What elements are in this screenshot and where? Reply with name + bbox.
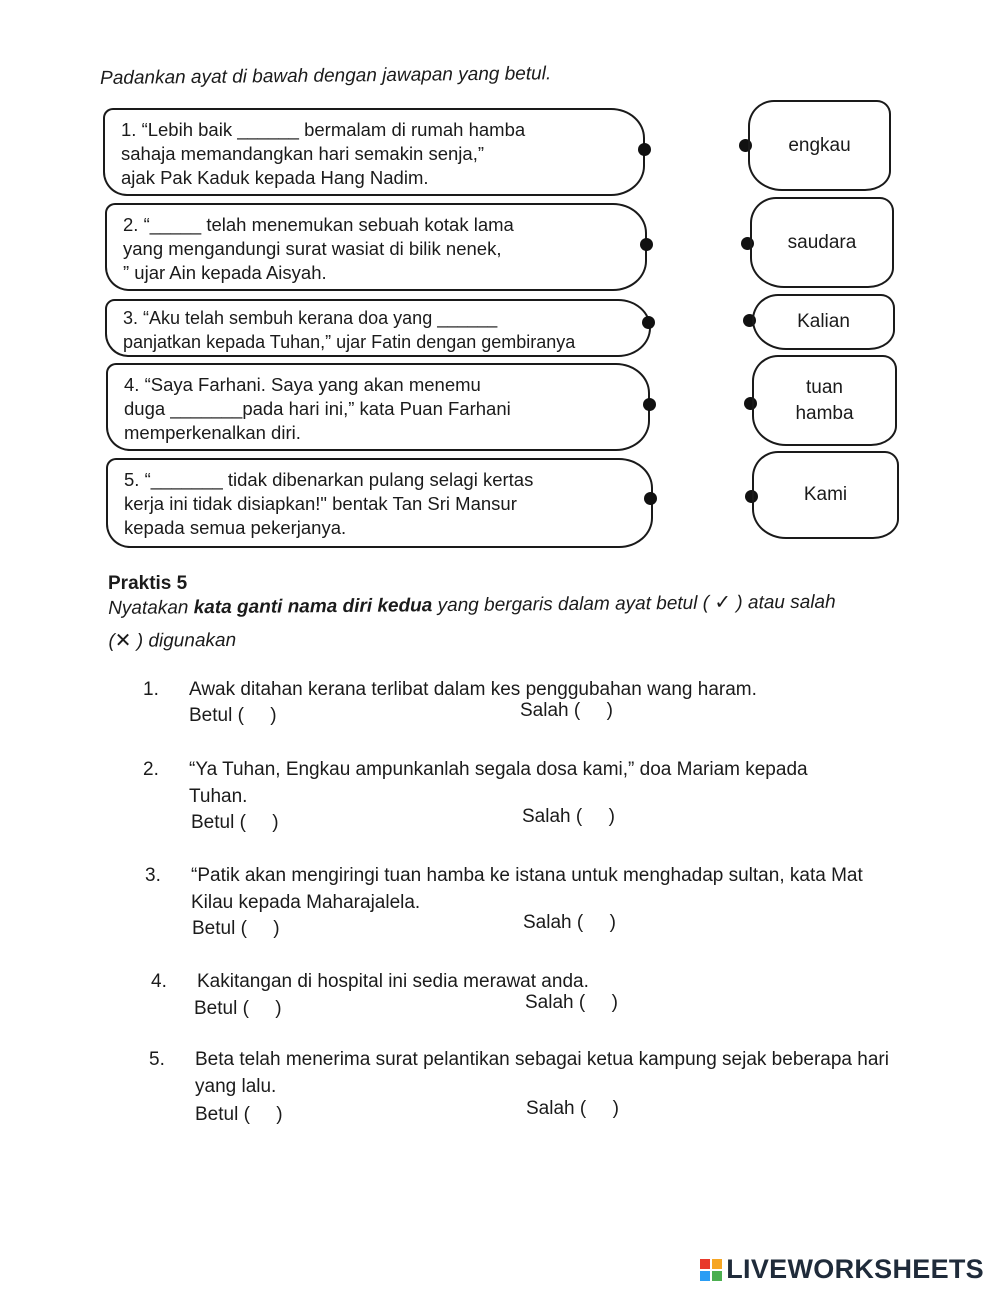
logo-icon <box>700 1259 722 1281</box>
question-1-line: sahaja memandangkan hari semakin senja,” <box>121 143 485 164</box>
item-number: 5. <box>149 1049 165 1070</box>
item-text: “Ya Tuhan, Engkau ampunkanlah segala dosa kami,” doa Mariam kepada Tuhan. <box>189 759 808 807</box>
cross-mark-icon: ✕ <box>114 629 132 652</box>
item-number: 4. <box>151 971 167 992</box>
instruction-open: ( <box>108 630 115 652</box>
question-3-line: 3. “Aku telah sembuh kerana doa yang ______ <box>123 308 498 328</box>
instruction-pre: Nyatakan <box>108 597 194 619</box>
instruction-mid2: ) atau salah <box>730 591 836 614</box>
question-2-connector-dot[interactable] <box>640 238 653 251</box>
question-4-line: 4. “Saya Farhani. Saya yang akan menemu <box>124 374 481 395</box>
question-1-line: ajak Pak Kaduk kepada Hang Nadim. <box>121 167 429 188</box>
question-3-line: panjatkan kepada Tuhan,” ujar Fatin dengan gembiranya <box>123 332 576 352</box>
answer-1-label: engkau <box>788 134 851 156</box>
instruction-mid: yang bergaris dalam ayat betul ( <box>432 592 715 617</box>
answer-3-label: Kalian <box>797 311 850 332</box>
question-2-line: ” ujar Ain kepada Aisyah. <box>123 262 327 283</box>
question-4-line: memperkenalkan diri. <box>124 422 301 443</box>
item-4-betul-option[interactable]: Betul ( ) <box>194 998 282 1019</box>
answer-4-label <box>795 375 853 427</box>
item-number: 1. <box>143 679 159 700</box>
check-mark-icon: ✓ <box>714 591 732 614</box>
question-4-connector-dot[interactable] <box>643 398 656 411</box>
question-5-line: kerja ini tidak disiapkan!" bentak Tan Sri Mansur <box>124 493 517 514</box>
item-3-betul-option[interactable]: Betul ( ) <box>192 918 280 939</box>
question-2-line: yang mengandungi surat wasiat di bilik nenek, <box>123 238 502 259</box>
question-1-connector-dot[interactable] <box>638 143 651 156</box>
item-3-salah-option[interactable]: Salah ( ) <box>523 912 616 933</box>
instruction-end: ) digunakan <box>131 629 237 652</box>
item-text: Beta telah menerima surat pelantikan sebagai ketua kampung sejak beberapa hari yang lalu. <box>195 1049 889 1097</box>
item-2-salah-option[interactable]: Salah ( ) <box>522 806 615 827</box>
item-number: 3. <box>145 865 161 886</box>
question-1-line: 1. “Lebih baik ______ bermalam di rumah hamba <box>121 119 526 140</box>
question-box-3[interactable] <box>105 299 651 357</box>
question-box-4[interactable] <box>106 363 650 451</box>
answer-box-saudara[interactable] <box>750 197 894 288</box>
question-box-2[interactable] <box>105 203 647 291</box>
item-1-salah-option[interactable]: Salah ( ) <box>520 700 613 721</box>
item-5-salah-option[interactable]: Salah ( ) <box>526 1098 619 1119</box>
item-5-betul-option[interactable]: Betul ( ) <box>195 1104 283 1125</box>
section-instruction <box>108 585 909 658</box>
item-text: Kakitangan di hospital ini sedia merawat anda. <box>197 971 589 992</box>
answer-box-engkau[interactable] <box>748 100 891 191</box>
question-4-line: duga _______pada hari ini,” kata Puan Farhani <box>124 398 511 419</box>
logo-text: LIVEWORKSHEETS <box>726 1254 984 1284</box>
answer-box-kalian[interactable] <box>752 294 895 350</box>
instruction-bold: kata ganti nama diri kedua <box>193 595 433 619</box>
answer-box-tuan-hamba[interactable] <box>752 355 897 446</box>
question-5-connector-dot[interactable] <box>644 492 657 505</box>
item-2-betul-option[interactable]: Betul ( ) <box>191 812 279 833</box>
question-box-5[interactable] <box>106 458 653 548</box>
answer-box-kami[interactable] <box>752 451 899 539</box>
question-2-line: 2. “_____ telah menemukan sebuah kotak lama <box>123 214 514 235</box>
answer-5-label: Kami <box>803 484 848 505</box>
question-5-line: 5. “_______ tidak dibenarkan pulang selagi kertas <box>124 469 534 490</box>
question-3-connector-dot[interactable] <box>642 316 655 329</box>
answer-4-line: hamba <box>795 402 854 424</box>
item-number: 2. <box>143 759 159 780</box>
answer-4-line: tuan <box>806 376 843 398</box>
item-text: “Patik akan mengiringi tuan hamba ke istana untuk menghadap sultan, kata Mat Kilau kepada Maharajalela. <box>191 865 863 913</box>
question-box-1[interactable] <box>103 108 645 196</box>
item-text: Awak ditahan kerana terlibat dalam kes penggubahan wang haram. <box>189 679 757 700</box>
section-title: Praktis 5 <box>108 573 188 594</box>
answer-2-label: saudara <box>787 231 857 253</box>
question-5-line: kepada semua pekerjanya. <box>124 517 347 538</box>
item-1-betul-option[interactable]: Betul ( ) <box>189 705 277 726</box>
item-4-salah-option[interactable]: Salah ( ) <box>525 992 618 1013</box>
liveworksheets-logo <box>700 1254 984 1285</box>
instruction-text: Padankan ayat di bawah dengan jawapan yang betul. <box>100 63 552 89</box>
